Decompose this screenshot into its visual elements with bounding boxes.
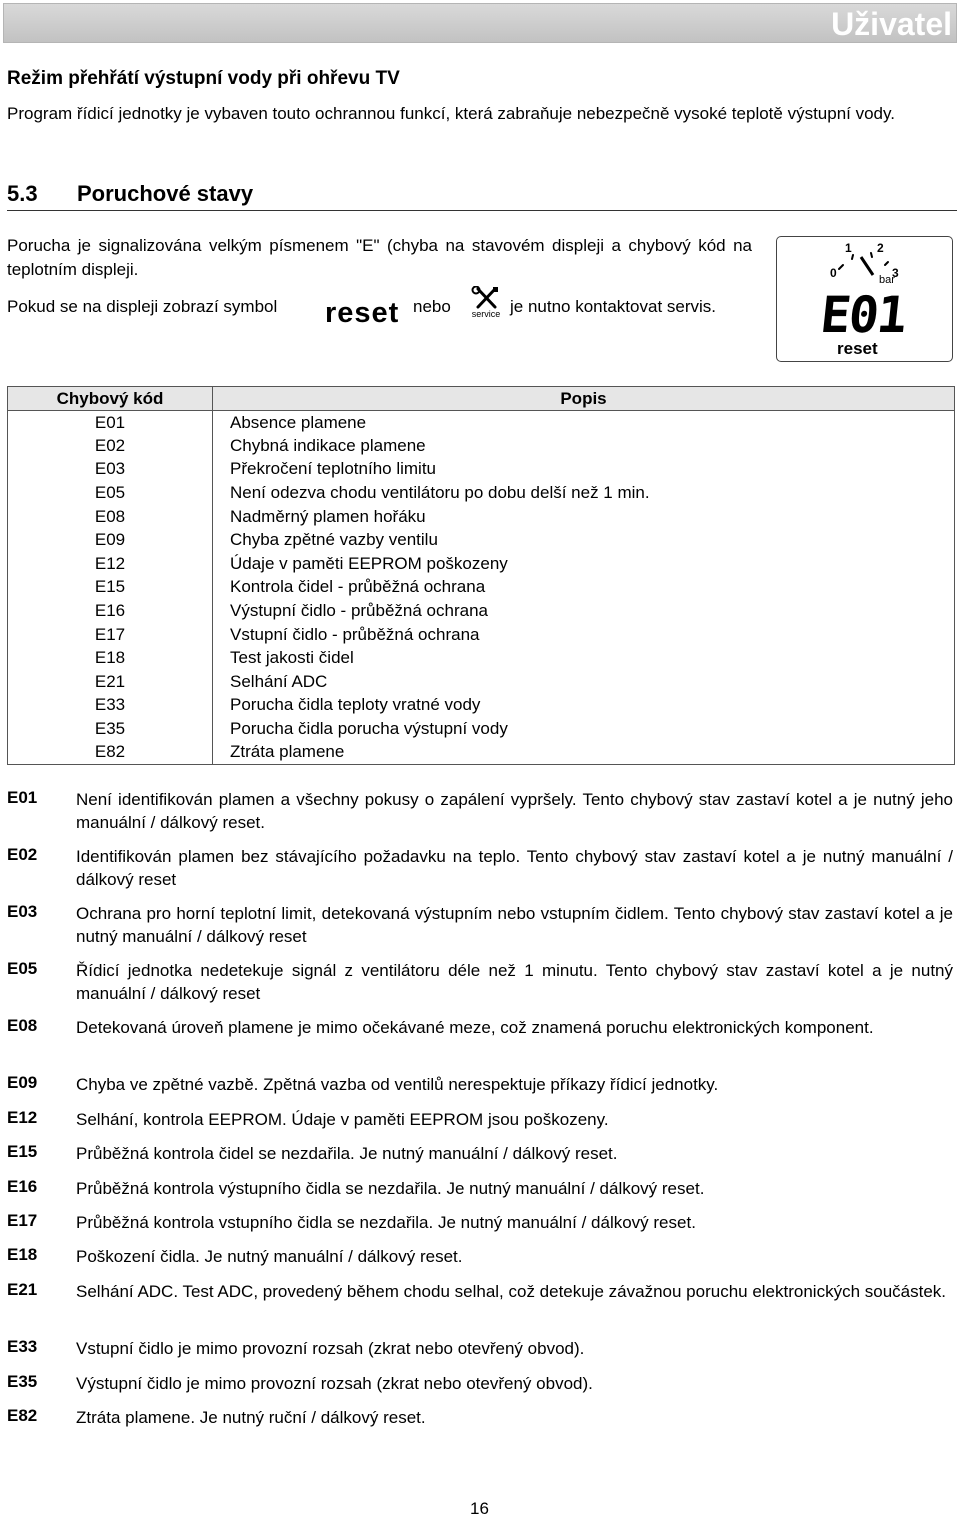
table-cell-desc: Kontrola čidel - průběžná ochrana xyxy=(230,577,486,597)
table-cell-code: E35 xyxy=(8,717,213,741)
or-text: nebo xyxy=(413,297,451,316)
section-title: Režim přehřátí výstupní vody při ohřevu TV xyxy=(7,68,400,89)
table-cell-code: E15 xyxy=(8,576,213,600)
chapter-title: Poruchové stavy xyxy=(77,181,254,206)
gauge-label-0: 0 xyxy=(830,266,837,280)
detail-code: E21 xyxy=(7,1280,38,1299)
table-cell-code: E02 xyxy=(8,434,213,458)
table-row xyxy=(8,505,955,529)
table-cell-code: E16 xyxy=(8,599,213,623)
table-cell-code: E01 xyxy=(8,411,213,435)
detail-code: E08 xyxy=(7,1016,38,1035)
chapter-heading xyxy=(7,181,957,211)
table-row xyxy=(8,741,955,765)
gauge-label-3: 3 xyxy=(892,266,899,280)
table-cell-desc: Ztráta plamene xyxy=(230,742,345,762)
table-cell-code: E18 xyxy=(8,646,213,670)
detail-text: Selhání, kontrola EEPROM. Údaje v paměti EEPROM jsou poškozeny. xyxy=(76,1110,609,1129)
detail-text: Průběžná kontrola vstupního čidla se nezdařila. Je nutný manuální / dálkový reset. xyxy=(76,1213,696,1232)
table-row xyxy=(8,599,955,623)
table-row xyxy=(8,552,955,576)
table-cell-desc: Překročení teplotního limitu xyxy=(230,459,436,479)
table-cell-code: E12 xyxy=(8,552,213,576)
table-cell-desc: Údaje v paměti EEPROM poškozeny xyxy=(230,553,508,573)
col-header-desc: Popis xyxy=(213,387,955,411)
display-graphic xyxy=(777,237,954,363)
table-cell-desc: Výstupní čidlo - průběžná ochrana xyxy=(230,601,488,621)
symbol-line xyxy=(7,290,767,329)
table-cell-code: E08 xyxy=(8,505,213,529)
table-cell-code: E82 xyxy=(8,741,213,765)
table-header-row xyxy=(8,387,955,411)
detail-text: Ochrana pro horní teplotní limit, detekovaná výstupním nebo vstupním čidlem. Tento chybový stav zastaví kotel a je nutný manuální / dálkový reset xyxy=(76,904,953,946)
detail-code: E17 xyxy=(7,1211,38,1230)
table-row xyxy=(8,528,955,552)
table-cell-code: E33 xyxy=(8,694,213,718)
detail-text: Detekovaná úroveň plamene je mimo očekávané meze, což znamená poruchu elektronických komponent. xyxy=(76,1018,874,1037)
table-cell-code: E05 xyxy=(8,481,213,505)
signal-text: Porucha je signalizována velkým písmenem "E" (chyba na stavovém displeji a chybový kód na teplotním displeji. xyxy=(7,236,752,279)
reset-symbol: reset xyxy=(325,297,400,329)
table-cell-desc: Absence plamene xyxy=(230,412,367,432)
detail-text: Chyba ve zpětné vazbě. Zpětná vazba od ventilů nerespektuje příkazy řídicí jednotky. xyxy=(76,1075,719,1094)
table-cell-code: E21 xyxy=(8,670,213,694)
gauge-needle xyxy=(861,257,873,275)
detail-code: E15 xyxy=(7,1142,38,1161)
service-wrench-icon xyxy=(465,286,507,320)
display-error-code: E01 xyxy=(817,285,909,344)
detail-code: E02 xyxy=(7,845,38,864)
detail-text: Výstupní čidlo je mimo provozní rozsah (zkrat nebo otevřený obvod). xyxy=(76,1374,593,1393)
detail-code: E05 xyxy=(7,959,38,978)
table-row xyxy=(8,694,955,718)
header-title: Uživatel xyxy=(831,6,952,42)
table-row xyxy=(8,623,955,647)
table-row xyxy=(8,646,955,670)
detail-code: E82 xyxy=(7,1406,38,1425)
table-cell-desc: Vstupní čidlo - průběžná ochrana xyxy=(230,624,480,644)
detail-code: E12 xyxy=(7,1108,38,1127)
detail-code: E03 xyxy=(7,902,38,921)
detail-code: E16 xyxy=(7,1177,38,1196)
detail-text: Průběžná kontrola výstupního čidla se nezdařila. Je nutný manuální / dálkový reset. xyxy=(76,1179,705,1198)
gauge-unit: bar xyxy=(879,274,895,286)
header-bar xyxy=(3,3,957,43)
gauge-label-1: 1 xyxy=(845,241,852,255)
gauge-label-2: 2 xyxy=(877,241,884,255)
table-cell-desc: Chyba zpětné vazby ventilu xyxy=(230,530,438,550)
table-row xyxy=(8,434,955,458)
detail-code: E18 xyxy=(7,1245,38,1264)
symbol-suffix: je nutno kontaktovat servis. xyxy=(510,297,717,316)
chapter-number: 5.3 xyxy=(7,181,38,206)
page-number: 16 xyxy=(470,1499,489,1518)
detail-text: Poškození čidla. Je nutný manuální / dálkový reset. xyxy=(76,1247,463,1266)
detail-text: Selhání ADC. Test ADC, provedený během chodu selhal, což detekuje závažnou poruchu elektronických součástek. xyxy=(76,1282,947,1301)
table-row xyxy=(8,670,955,694)
detail-text: Není identifikován plamen a všechny pokusy o zapálení vypršely. Tento chybový stav zastaví kotel a je nutný jeho manuální / dálkový reset. xyxy=(76,790,953,832)
detail-code: E01 xyxy=(7,788,38,807)
detail-text: Ztráta plamene. Je nutný ruční / dálkový reset. xyxy=(76,1408,426,1427)
boiler-display xyxy=(776,236,953,362)
detail-code: E33 xyxy=(7,1337,38,1356)
table-cell-desc: Nadměrný plamen hořáku xyxy=(230,506,426,526)
table-cell-code: E09 xyxy=(8,528,213,552)
table-row xyxy=(8,481,955,505)
service-label: service xyxy=(471,309,501,319)
detail-code: E35 xyxy=(7,1372,38,1391)
table-row xyxy=(8,411,955,435)
table-cell-desc: Selhání ADC xyxy=(230,671,328,691)
error-code-table xyxy=(7,386,955,765)
detail-text: Vstupní čidlo je mimo provozní rozsah (zkrat nebo otevřený obvod). xyxy=(76,1339,585,1358)
detail-code: E09 xyxy=(7,1073,38,1092)
detail-text: Identifikován plamen bez stávajícího požadavku na teplo. Tento chybový stav zastaví kotel a je nutný manuální / dálkový reset xyxy=(76,847,953,889)
section-text: Program řídicí jednotky je vybaven touto ochrannou funkcí, která zabraňuje nebezpečně vysoké teplotě výstupní vody. xyxy=(7,104,895,123)
table-row xyxy=(8,576,955,600)
table-cell-code: E17 xyxy=(8,623,213,647)
table-cell-desc: Porucha čidla teploty vratné vody xyxy=(230,695,481,715)
display-reset-label: reset xyxy=(837,339,878,358)
symbol-prefix: Pokud se na displeji zobrazí symbol xyxy=(7,297,278,316)
detail-text: Řídicí jednotka nedetekuje signál z ventilátoru déle než 1 minutu. Tento chybový stav zastaví kotel a je nutný manuální / dálkový reset xyxy=(76,961,953,1003)
detail-text: Průběžná kontrola čidel se nezdařila. Je nutný manuální / dálkový reset. xyxy=(76,1144,618,1163)
table-row xyxy=(8,458,955,482)
table-cell-desc: Test jakosti čidel xyxy=(230,648,354,668)
table-cell-desc: Chybná indikace plamene xyxy=(230,435,426,455)
table-cell-code: E03 xyxy=(8,458,213,482)
table-cell-desc: Porucha čidla porucha výstupní vody xyxy=(230,719,508,739)
table-row xyxy=(8,717,955,741)
col-header-code: Chybový kód xyxy=(8,387,213,411)
table-cell-desc: Není odezva chodu ventilátoru po dobu delší než 1 min. xyxy=(230,483,650,503)
